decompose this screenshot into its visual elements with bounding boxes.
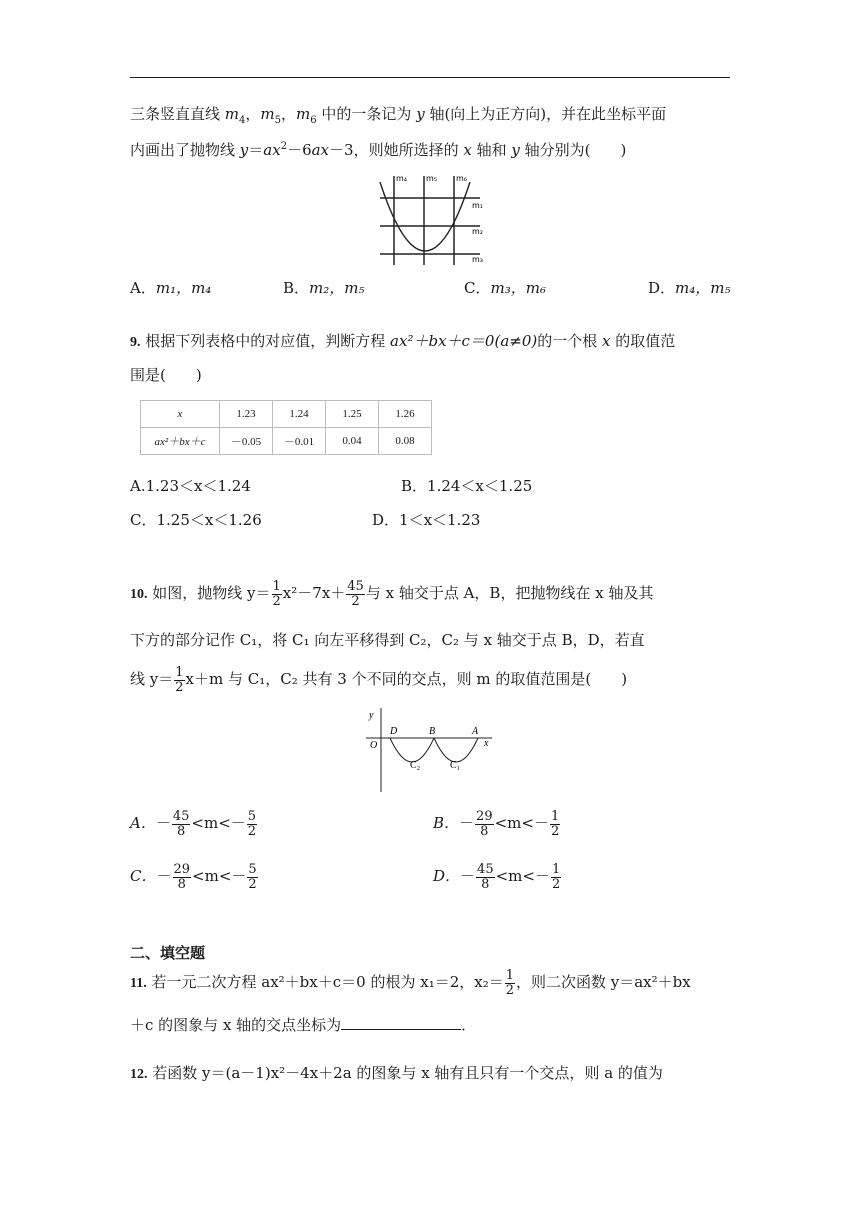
q8-option-d[interactable]: D．m₄，m₅	[648, 279, 731, 297]
eq-minus3: －3	[329, 141, 354, 159]
c1-label: C₁	[450, 760, 461, 771]
header-rule	[130, 77, 730, 78]
eq-ax: ax	[263, 141, 281, 159]
eq-rest: －6	[287, 141, 312, 159]
q10-line-3	[130, 664, 627, 695]
table-cell: －0.01	[273, 428, 326, 455]
table-cell: 0.08	[379, 428, 432, 455]
point-d-label: D	[390, 726, 398, 737]
q9-line-2	[130, 364, 202, 386]
q9-text: 的一个根	[537, 332, 603, 350]
eq-sq: 2	[280, 141, 288, 152]
m6-var: m	[296, 105, 311, 123]
q11-text: ＋c 的图象与 x 轴的交点坐标为	[130, 1016, 342, 1034]
q10-option-b[interactable]: B．－ $\frac{29}{8}$ <m<－ $\frac{1}{2}$	[433, 808, 560, 839]
table-cell: 1.25	[326, 401, 379, 428]
q8-text: 轴分别为( )	[519, 141, 627, 159]
table-header-x: x	[141, 401, 220, 428]
q11-text: ．	[461, 1016, 477, 1034]
q10-text: x²－7x＋	[282, 584, 346, 602]
q8-option-c[interactable]: C．m₃，m₆	[464, 279, 546, 297]
m6-label: m₆	[456, 174, 467, 183]
table-cell: 1.26	[379, 401, 432, 428]
eq-ax2: ax	[311, 141, 330, 159]
q8-text: 内画出了抛物线	[130, 141, 240, 159]
q9-option-a[interactable]: A.1.23＜x＜1.24	[130, 477, 251, 495]
q8-text: 轴(向上为正方向)，并在此坐标平面	[424, 105, 667, 123]
q10-text: x＋m 与 C₁，C₂ 共有 3 个不同的交点，则 m 的取值范围是( )	[185, 670, 628, 688]
q8-text: ，则她所选择的	[353, 141, 464, 159]
m6-sub: 6	[310, 115, 317, 126]
origin-label: O	[370, 740, 378, 751]
c1-curve	[434, 738, 478, 762]
table-cell: －0.05	[220, 428, 273, 455]
q9-value-table	[140, 400, 432, 455]
q8-line-1	[130, 103, 666, 125]
q10-option-c[interactable]: C．－ $\frac{29}{8}$ <m<－ $\frac{5}{2}$	[130, 861, 257, 892]
q9-equation: ax²＋bx＋c＝0(a≠0)	[390, 332, 538, 350]
q10-option-a[interactable]: A．－ $\frac{45}{8}$ <m<－ $\frac{5}{2}$	[130, 808, 257, 839]
q10-text: 如图，抛物线 y＝	[147, 584, 271, 602]
q11-number: 11.	[130, 976, 147, 991]
eq-y: y	[239, 141, 249, 159]
y-axis-label: y	[369, 710, 374, 721]
sep: ，	[245, 105, 261, 123]
q10-text: 线 y＝	[130, 670, 174, 688]
q10-line-1	[130, 578, 653, 610]
q9-option-b[interactable]: B．1.24＜x＜1.25	[401, 477, 533, 495]
q9-text: 围是( )	[130, 366, 202, 384]
m5-sub: 5	[274, 115, 282, 126]
fraction: $\frac{1}{2}$	[175, 664, 184, 695]
q9-number: 9.	[130, 335, 141, 350]
q12-text: 若函数 y＝(a－1)x²－4x＋2a 的图象与 x 轴有且只有一个交点，则 a 的值为	[147, 1064, 663, 1082]
q10-text: 下方的部分记作 C₁，将 C₁ 向左平移得到 C₂，C₂ 与 x 轴交于点 B，D，若直	[130, 631, 645, 649]
q9-option-c[interactable]: C．1.25＜x＜1.26	[130, 511, 262, 529]
eq-sign: ＝	[248, 141, 264, 159]
q9-option-d[interactable]: D．1＜x＜1.23	[372, 511, 481, 529]
x-axis-label: x	[484, 738, 489, 749]
q11-text: 若一元二次方程 ax²＋bx＋c＝0 的根为 x₁＝2，x₂＝	[146, 973, 504, 991]
m4-sub: 4	[239, 115, 246, 126]
sep: ，	[281, 105, 297, 123]
q8-text: 中的一条记为	[316, 105, 417, 123]
m5-var: m	[260, 105, 275, 123]
table-row-label: ax²＋bx＋c	[141, 428, 220, 455]
m5-label: m₅	[426, 174, 437, 183]
table-cell: 1.23	[220, 401, 273, 428]
m3-label: m₃	[472, 255, 483, 264]
q11-line-1	[130, 967, 691, 999]
c2-curve	[390, 738, 434, 762]
q10-option-d[interactable]: D．－ $\frac{45}{8}$ <m<－ $\frac{1}{2}$	[433, 861, 561, 892]
fraction: $\frac{1}{2}$	[272, 578, 281, 609]
q9-text: 的取值范	[610, 332, 676, 350]
y-var: y	[511, 141, 520, 159]
m1-label: m₁	[472, 201, 483, 210]
section-heading: 二、填空题	[130, 944, 206, 962]
q10-text: 与 x 轴交于点 A，B，把抛物线在 x 轴及其	[365, 584, 654, 602]
m4-label: m₄	[396, 174, 407, 183]
q8-option-a[interactable]: A．m₁，m₄	[130, 279, 212, 297]
q10-number: 10.	[130, 587, 148, 602]
q10-parabola-figure	[364, 706, 504, 794]
q8-text: 轴和	[471, 141, 512, 159]
table-cell: 1.24	[273, 401, 326, 428]
q10-line-2	[130, 629, 645, 651]
fraction: $\frac{1}{2}$	[505, 967, 514, 998]
q9-line-1	[130, 330, 675, 354]
q11-line-2	[130, 1014, 476, 1036]
q8-line-2	[130, 139, 626, 161]
q11-text: ，则二次函数 y＝ax²＋bx	[516, 973, 691, 991]
table-cell: 0.04	[326, 428, 379, 455]
table-row	[141, 401, 432, 428]
q8-text: 三条竖直直线	[130, 105, 225, 123]
c2-label: C₂	[410, 760, 421, 771]
answer-blank[interactable]	[341, 1015, 461, 1030]
fraction: $\frac{45}{2}$	[347, 578, 364, 609]
x-var: x	[463, 141, 472, 159]
q8-parabola-grid-figure	[372, 170, 488, 266]
q8-option-b[interactable]: B．m₂，m₅	[283, 279, 365, 297]
q9-text: 根据下列表格中的对应值，判断方程	[140, 332, 391, 350]
m4-var: m	[224, 105, 240, 123]
y-var: y	[416, 105, 425, 123]
point-a-label: A	[472, 726, 479, 737]
q12-number: 12.	[130, 1067, 148, 1082]
point-b-label: B	[429, 726, 436, 737]
x-var: x	[602, 332, 611, 350]
q12-line-1	[130, 1062, 663, 1086]
table-row	[141, 428, 432, 455]
m2-label: m₂	[472, 227, 483, 236]
